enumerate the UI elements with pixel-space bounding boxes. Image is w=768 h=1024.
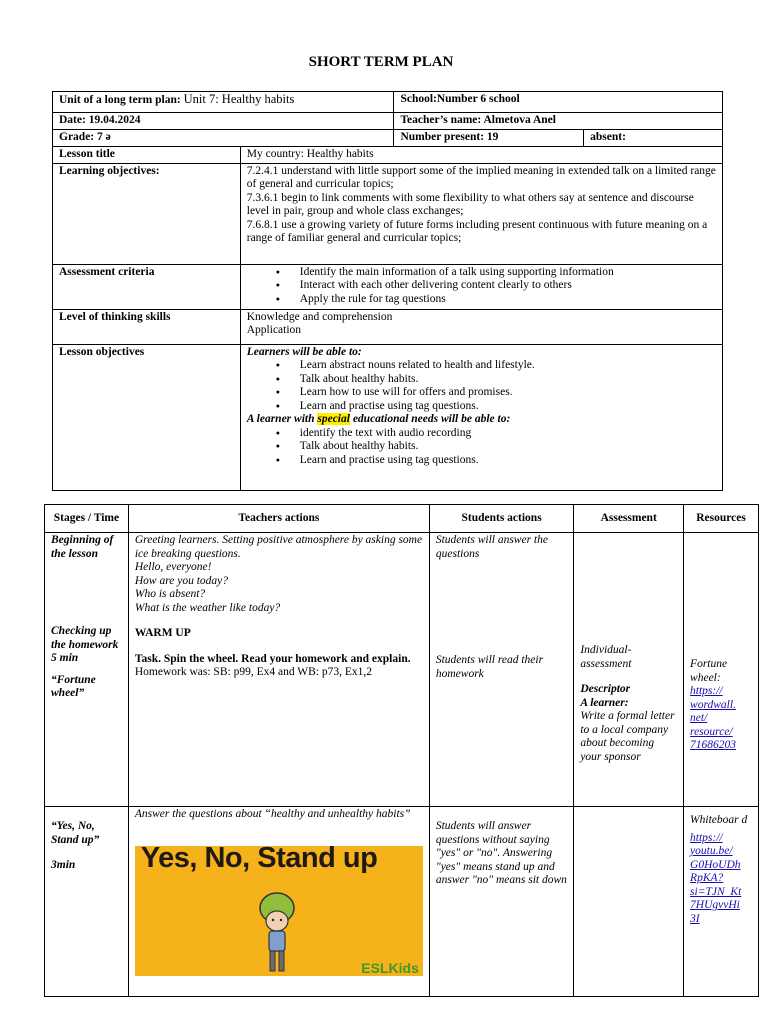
thinking-skill-item: Knowledge and comprehension	[246, 310, 393, 323]
lesson-objectives-heading: Learners will be able to:	[246, 345, 362, 358]
lesson-objective-item: ● Learn and practise using tag questions.	[247, 400, 716, 414]
assessment-cell	[574, 807, 684, 997]
stages-table	[44, 504, 759, 997]
objective-item: 7.2.4.1 understand with little support some of the implied meaning in extended talk on a limited range of general and curricular topics;	[246, 164, 716, 190]
stage-fortune: “Fortune wheel”	[51, 673, 96, 699]
resources-cell	[684, 807, 759, 997]
stage-cell	[45, 533, 129, 807]
lesson-objectives-label: Lesson objectives	[53, 344, 241, 490]
teacher-line: Who is absent?	[134, 588, 206, 600]
assessment-criteria-label: Assessment criteria	[53, 264, 241, 309]
image-title: Yes, No, Stand up	[140, 845, 378, 874]
sen-objective-item: ● Talk about healthy habits.	[247, 440, 716, 454]
page-title: SHORT TERM PLAN	[308, 54, 454, 70]
thinking-skill-item: Application	[246, 324, 302, 336]
stage-time: 5 min	[51, 652, 79, 664]
header-assessment: Assessment	[574, 505, 684, 533]
student-action: Students will answer questions without saying "yes" or "no". Answering "yes" means stand up and answer "no" means sit down	[435, 820, 567, 886]
student-action: Students will answer the questions	[435, 534, 548, 560]
objective-item: 7.6.8.1 use a growing variety of future forms including present continuous with future meaning on a range of familiar general and curricular topics;	[246, 218, 708, 244]
stage-checking: Checking up the homework	[51, 625, 119, 651]
stage-beginning: Beginning of the lesson	[51, 534, 114, 560]
student-actions-cell	[429, 533, 573, 807]
teacher-line: What is the weather like today?	[134, 601, 281, 614]
resources-cell	[684, 533, 759, 807]
criteria-item: ● Apply the rule for tag questions	[247, 293, 716, 307]
stage-cell	[45, 807, 129, 997]
lesson-objective-item: ● Learn abstract nouns related to health and lifestyle.	[247, 359, 716, 373]
teacher-line: How are you today?	[134, 574, 229, 587]
objective-item: 7.3.6.1 begin to link comments with some flexibility to what others say at sentence and discourse level in pair, group and whole class exchanges;	[246, 191, 694, 217]
assessment-type: Individual- assessment	[580, 644, 632, 670]
thinking-skills-label: Level of thinking skills	[53, 309, 241, 344]
resource-label: Whiteboar d	[690, 814, 748, 826]
lesson-objective-item: ● Learn how to use will for offers and promises.	[247, 386, 716, 400]
plan-header-table	[52, 91, 723, 491]
teacher-line: Answer the questions about “healthy and unhealthy habits”	[134, 808, 411, 820]
date-cell: Date: 19.04.2024	[53, 113, 394, 130]
teacher-actions-cell	[128, 807, 429, 997]
resource-label: Fortune wheel:	[690, 658, 728, 684]
sen-objective-item: ● Learn and practise using tag questions.	[247, 454, 716, 468]
stage-time: 3min	[51, 859, 76, 871]
grade-cell: Grade: 7 ə	[53, 130, 394, 147]
learning-objectives-label: Learning objectives:	[53, 163, 241, 264]
header-resources: Resources	[684, 505, 759, 533]
header-teachers-actions: Teachers actions	[128, 505, 429, 533]
youtube-link[interactable]: https:// youtu.be/ G0HoUDh RpKA? si=TJN_Kt 7HUgvvHi 3I	[690, 831, 742, 925]
student-action: Students will read their homework	[435, 654, 544, 680]
criteria-item: ● Identify the main information of a talk using supporting information	[247, 266, 716, 280]
esl-kids-logo: ESLKids	[361, 960, 419, 976]
task-text: Task. Spin the wheel. Read your homework and explain.	[134, 652, 411, 665]
warm-up-heading: WARM UP	[134, 627, 191, 639]
lesson-objective-item: ● Talk about healthy habits.	[247, 373, 716, 387]
assessment-cell	[574, 533, 684, 807]
sen-heading: A learner with special educational needs will be able to:	[246, 413, 511, 425]
teacher-actions-cell	[128, 533, 429, 807]
lesson-objectives-value	[240, 344, 722, 490]
unit-cell: Unit of a long term plan: Unit 7: Healthy habits	[53, 92, 394, 113]
teacher-cell: Teacher’s name: Almetova Anel	[394, 113, 723, 130]
sen-objective-item: ● identify the text with audio recording	[247, 427, 716, 441]
absent-cell: absent:	[584, 130, 723, 147]
student-actions-cell	[429, 807, 573, 997]
criteria-item: ● Interact with each other delivering content clearly to others	[247, 279, 716, 293]
lesson-title-label: Lesson title	[53, 147, 241, 164]
lesson-title-value: My country: Healthy habits	[240, 147, 722, 164]
teacher-line: Greeting learners. Setting positive atmosphere by asking some ice breaking questions.	[134, 534, 423, 560]
learning-objectives-value	[240, 163, 722, 264]
descriptor-label: Descriptor	[580, 683, 631, 695]
school-cell: School:Number 6 school	[394, 92, 723, 113]
teacher-line: Hello, everyone!	[134, 561, 212, 573]
yes-no-stand-up-image	[135, 846, 423, 976]
thinking-skills-value	[240, 309, 722, 344]
descriptor-text: Write a formal letter to a local company about becoming your sponsor	[580, 710, 675, 763]
homework-text: Homework was: SB: p99, Ex4 and WB: p73, Ex1,2	[134, 666, 372, 678]
header-stages: Stages / Time	[45, 505, 129, 533]
stage-yes-no: “Yes, No, Stand up”	[51, 820, 100, 846]
header-students-actions: Students actions	[429, 505, 573, 533]
present-cell: Number present: 19	[394, 130, 584, 147]
assessment-criteria-value	[240, 264, 722, 309]
learner-label: A learner:	[580, 696, 629, 709]
highlight: special	[317, 413, 350, 425]
fortune-wheel-link[interactable]: https:// wordwall. net/ resource/ 71686203	[690, 685, 737, 751]
cartoon-boy-icon	[247, 888, 307, 976]
